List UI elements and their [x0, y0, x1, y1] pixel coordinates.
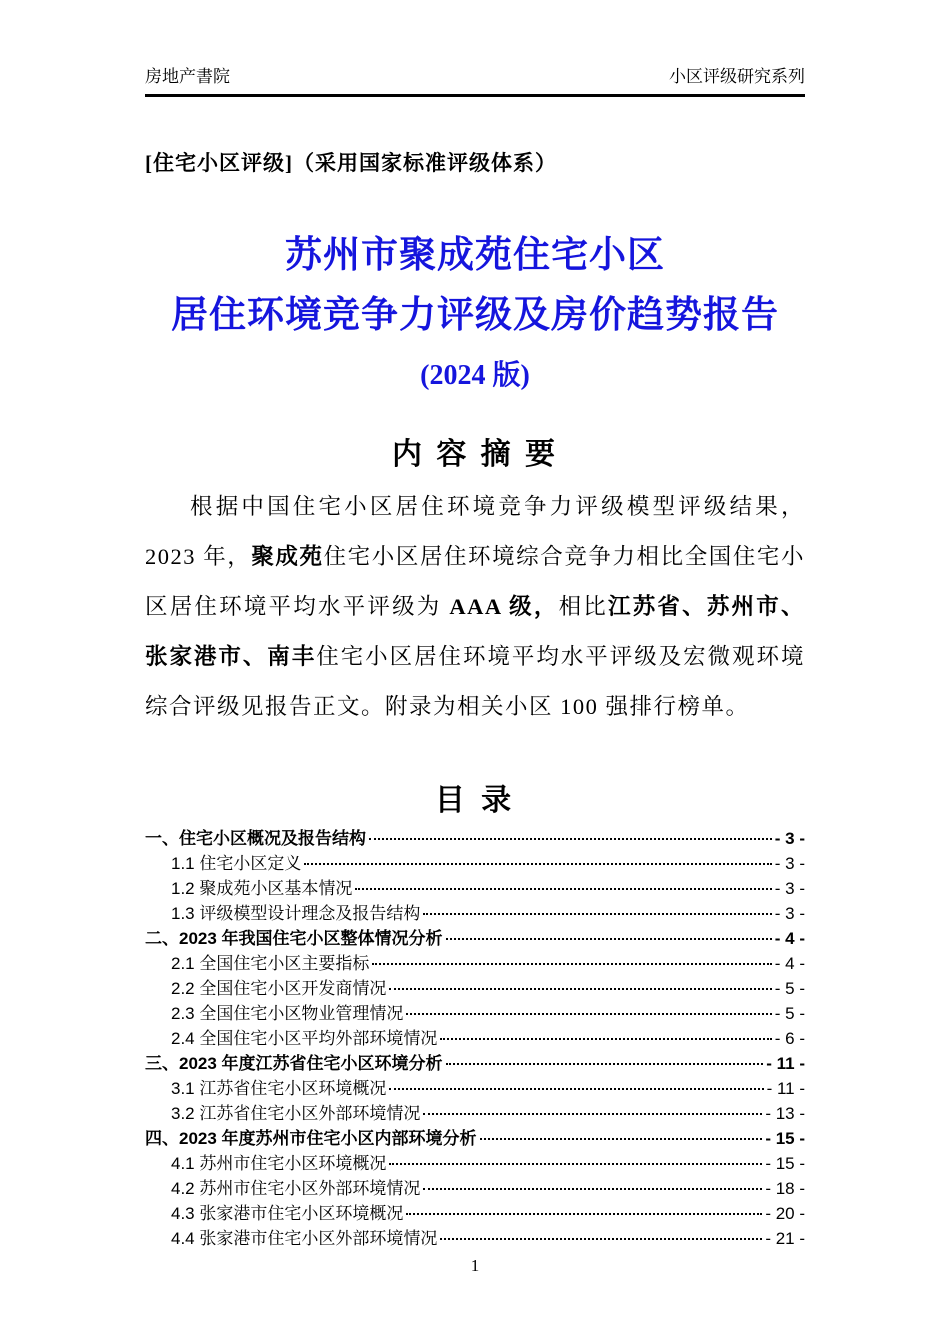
toc-entry-title: 4.2 苏州市住宅小区外部环境情况	[171, 1179, 421, 1198]
report-title-block	[145, 233, 805, 393]
toc-leader-dots	[440, 1038, 771, 1040]
toc-leader-dots	[446, 1063, 764, 1065]
summary-segment: 住宅小区居住环境综合竞争力相比全国住宅小区居住环境平均水平评级为	[145, 544, 805, 619]
toc-entry-title: 二、2023 年我国住宅小区整体情况分析	[145, 929, 443, 948]
toc-entry[interactable]	[145, 851, 805, 876]
toc-entry[interactable]	[145, 1126, 805, 1151]
toc-leader-dots	[355, 888, 771, 890]
toc-entry-title: 一、住宅小区概况及报告结构	[145, 829, 366, 848]
toc-leader-dots	[304, 863, 771, 865]
toc-leader-dots	[446, 938, 772, 940]
toc-entry[interactable]	[145, 901, 805, 926]
toc-entry[interactable]	[145, 1001, 805, 1026]
toc-entry[interactable]	[145, 1176, 805, 1201]
toc-entry-page-number: - 18 -	[765, 1179, 805, 1198]
report-title-edition: (2024 版)	[420, 360, 530, 391]
toc-entry[interactable]	[145, 876, 805, 901]
toc-entry-page-number: - 3 -	[774, 829, 805, 848]
toc-entry[interactable]	[145, 1076, 805, 1101]
toc-leader-dots	[423, 1113, 762, 1115]
toc-entry[interactable]	[145, 1051, 805, 1076]
toc-entry-title: 4.1 苏州市住宅小区环境概况	[171, 1154, 387, 1173]
toc-entry[interactable]	[145, 1226, 805, 1251]
header-right-label: 小区评级研究系列	[669, 67, 805, 86]
toc-entry-page-number: - 4 -	[774, 929, 805, 948]
toc-entry-title: 2.1 全国住宅小区主要指标	[171, 954, 370, 973]
toc-leader-dots	[423, 1188, 762, 1190]
toc-heading: 目 录	[434, 784, 516, 817]
summary-segment: 聚成苑	[251, 544, 324, 569]
toc-entry-title: 四、2023 年度苏州市住宅小区内部环境分析	[145, 1129, 477, 1148]
toc-leader-dots	[369, 838, 772, 840]
page-content	[145, 0, 805, 1251]
report-title-line1: 苏州市聚成苑住宅小区	[285, 235, 665, 276]
toc-entry-title: 1.1 住宅小区定义	[171, 854, 302, 873]
toc-entry-page-number: - 4 -	[774, 954, 805, 973]
toc-entry-page-number: - 15 -	[765, 1154, 805, 1173]
footer-page-number: 1	[470, 1256, 480, 1275]
toc-entry-page-number: - 5 -	[774, 1004, 805, 1023]
toc-leader-dots	[406, 1213, 762, 1215]
toc-entry[interactable]	[145, 826, 805, 851]
toc-entry-page-number: - 11 -	[766, 1079, 805, 1098]
summary-segment: 江苏省、苏州市、张家港市、南丰	[145, 594, 805, 669]
toc-entry[interactable]	[145, 1101, 805, 1126]
summary-segment: AAA 级，	[449, 594, 559, 619]
toc-entry-page-number: - 21 -	[765, 1229, 805, 1248]
summary-segment: 根据中国住宅小区居住环境竞争力评级模型评级结果，2023 年，	[145, 494, 805, 569]
toc-entry-title: 2.3 全国住宅小区物业管理情况	[171, 1004, 404, 1023]
toc-entry-title: 1.2 聚成苑小区基本情况	[171, 879, 353, 898]
toc-entry-page-number: - 13 -	[765, 1104, 805, 1123]
toc-entry-title: 2.4 全国住宅小区平均外部环境情况	[171, 1029, 438, 1048]
summary-heading: 内 容 摘 要	[391, 438, 558, 471]
toc-entry-page-number: - 5 -	[774, 979, 805, 998]
toc-leader-dots	[389, 1163, 762, 1165]
toc-entry-page-number: - 3 -	[774, 854, 805, 873]
toc-leader-dots	[389, 1088, 763, 1090]
toc-entry-page-number: - 6 -	[774, 1029, 805, 1048]
toc-entry-page-number: - 3 -	[774, 904, 805, 923]
toc-entry-title: 4.3 张家港市住宅小区环境概况	[171, 1204, 404, 1223]
summary-paragraph	[145, 482, 805, 732]
toc-leader-dots	[480, 1138, 763, 1140]
toc-leader-dots	[406, 1013, 771, 1015]
header-left-label: 房地产書院	[145, 67, 230, 86]
summary-segment: 相比	[558, 594, 609, 619]
page-header	[145, 0, 805, 97]
toc-entry-title: 1.3 评级模型设计理念及报告结构	[171, 904, 421, 923]
toc-entry-page-number: - 15 -	[765, 1129, 805, 1148]
toc-entry-title: 3.2 江苏省住宅小区外部环境情况	[171, 1104, 421, 1123]
toc-leader-dots	[440, 1238, 762, 1240]
toc-entry-title: 3.1 江苏省住宅小区环境概况	[171, 1079, 387, 1098]
toc-leader-dots	[372, 963, 771, 965]
toc-entry[interactable]	[145, 976, 805, 1001]
toc-entry[interactable]	[145, 1201, 805, 1226]
classification-line: [住宅小区评级]（采用国家标准评级体系）	[145, 151, 557, 175]
toc-entry-page-number: - 11 -	[766, 1054, 805, 1073]
toc-entry-title: 4.4 张家港市住宅小区外部环境情况	[171, 1229, 438, 1248]
toc-list	[145, 826, 805, 1251]
summary-segment: 住宅小区居住环境平均水平评级及宏微观环境综合评级见报告正文。附录为相关小区 100 强排行榜单。	[145, 644, 805, 719]
toc-leader-dots	[423, 913, 771, 915]
toc-entry-title: 2.2 全国住宅小区开发商情况	[171, 979, 387, 998]
toc-entry-title: 三、2023 年度江苏省住宅小区环境分析	[145, 1054, 443, 1073]
toc-entry[interactable]	[145, 1026, 805, 1051]
toc-entry[interactable]	[145, 1151, 805, 1176]
toc-entry-page-number: - 20 -	[765, 1204, 805, 1223]
toc-entry[interactable]	[145, 926, 805, 951]
toc-entry[interactable]	[145, 951, 805, 976]
report-title-line2: 居住环境竞争力评级及房价趋势报告	[171, 295, 779, 336]
toc-leader-dots	[389, 988, 771, 990]
toc-entry-page-number: - 3 -	[774, 879, 805, 898]
